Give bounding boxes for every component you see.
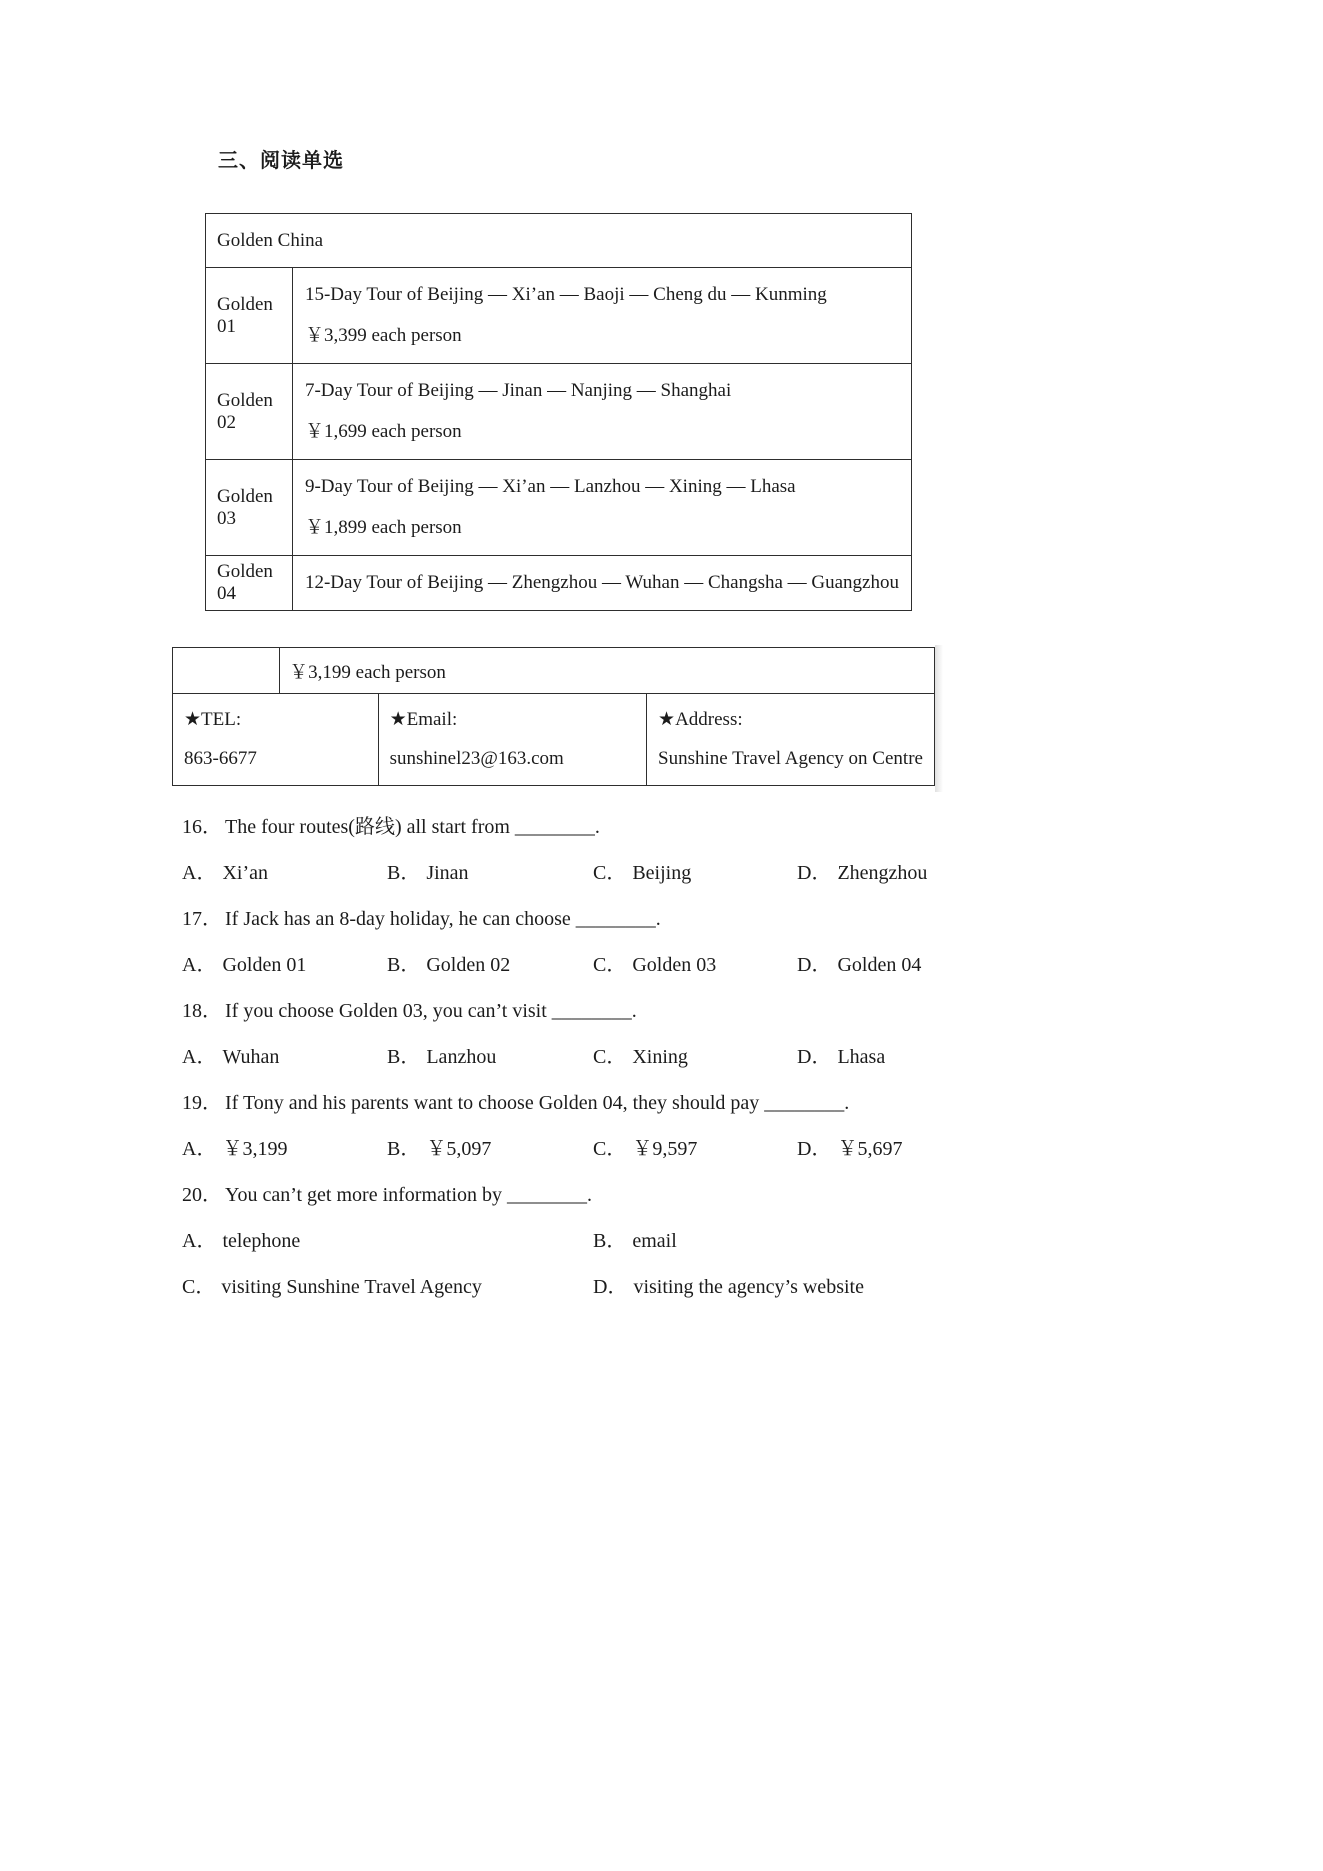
contact-label-text: Address: [675,709,743,730]
option-text: Lhasa [837,1046,886,1068]
option-text: Wuhan [222,1046,280,1068]
option-letter: C． [182,1276,216,1298]
contact-table [172,647,935,786]
page-edge-shadow [935,645,943,792]
option-d [797,1126,942,1172]
question-text: If Jack has an 8-day holiday, he can choose ________. [225,908,661,930]
tour-route: 7-Day Tour of Beijing — Jinan — Nanjing — Shanghai [304,380,732,401]
question-text: If Tony and his parents want to choose Golden 04, they should pay ________. [225,1092,850,1114]
option-letter: D． [797,862,832,884]
question-text: You can’t get more information by ________. [225,1184,593,1206]
question-text: The four routes(路线) all start from ________. [225,816,600,838]
option-text: visiting the agency’s website [633,1276,864,1298]
tour-route: 12-Day Tour of Beijing — Zhengzhou — Wuhan — Changsha — Guangzhou [304,572,899,593]
tour-detail [292,460,911,556]
option-b [387,942,593,988]
option-text: Lanzhou [426,1046,497,1068]
contact-label-text: Email: [406,709,458,730]
options-row [182,1126,942,1172]
option-b [387,1126,593,1172]
option-a [182,942,387,988]
option-text: Xining [632,1046,688,1068]
option-text: Zhengzhou [837,862,928,884]
option-text: telephone [222,1230,301,1252]
option-letter: D． [797,1046,832,1068]
tour-price: ￥3,399 each person [304,325,462,346]
tour-table [205,213,912,611]
section-title: 三、阅读单选 [218,150,344,172]
option-a [182,850,387,896]
table-row [206,556,912,611]
star-icon: ★ [389,709,407,730]
options-row [182,1034,942,1080]
questions-section [182,804,942,1310]
tour-detail [292,268,911,364]
question-number: 18． [182,1000,222,1022]
option-letter: B． [387,954,421,976]
option-text: ￥5,097 [426,1138,492,1160]
tour-label: Golden 04 [206,556,293,611]
contact-value: 863-6677 [184,748,257,769]
option-letter: B． [387,1138,421,1160]
options-row [182,850,942,896]
option-letter: B． [593,1230,627,1252]
option-c [593,850,797,896]
tour-price: ￥1,699 each person [304,421,462,442]
option-c [182,1264,593,1310]
option-letter: A． [182,1046,217,1068]
question-20 [182,1172,942,1218]
table-title-row [206,214,912,268]
option-d [797,942,942,988]
option-a [182,1126,387,1172]
question-number: 16． [182,816,222,838]
question-number: 17． [182,908,222,930]
question-18 [182,988,942,1034]
tour-price: ￥1,899 each person [304,517,462,538]
option-letter: C． [593,1138,627,1160]
option-letter: C． [593,954,627,976]
contact-value: Sunshine Travel Agency on Centre [658,748,923,769]
question-19 [182,1080,942,1126]
option-letter: D． [797,1138,832,1160]
option-letter: A． [182,1138,217,1160]
option-letter: B． [387,1046,421,1068]
option-letter: C． [593,862,627,884]
question-number: 20． [182,1184,222,1206]
tour-label: Golden 02 [206,364,293,460]
option-text: Golden 04 [837,954,922,976]
contact-label [184,707,367,733]
price-row [173,648,935,694]
option-c [593,1034,797,1080]
empty-cell [173,648,280,694]
option-text: Jinan [426,862,469,884]
table-title: Golden China [206,214,912,268]
option-d [797,1034,942,1080]
option-letter: C． [593,1046,627,1068]
option-text: Beijing [632,862,692,884]
option-text: visiting Sunshine Travel Agency [221,1276,482,1298]
question-text: If you choose Golden 03, you can’t visit ________. [225,1000,637,1022]
option-c [593,942,797,988]
option-text: ￥9,597 [632,1138,698,1160]
table-row [206,268,912,364]
options-row [182,1218,942,1264]
option-c [593,1126,797,1172]
option-text: Golden 02 [426,954,511,976]
option-text: Golden 01 [222,954,307,976]
contact-cell-tel [173,694,379,786]
question-16 [182,804,942,850]
option-a [182,1034,387,1080]
option-text: Xi’an [222,862,268,884]
option-text: ￥3,199 [222,1138,288,1160]
option-d [593,1264,942,1310]
tour-label: Golden 03 [206,460,293,556]
option-b [387,1034,593,1080]
contact-label [658,707,923,733]
option-letter: A． [182,1230,217,1252]
tour-label: Golden 01 [206,268,293,364]
table-row [206,460,912,556]
option-letter: D． [797,954,832,976]
tour-route: 9-Day Tour of Beijing — Xi’an — Lanzhou — Xining — Lhasa [304,476,796,497]
option-letter: A． [182,862,217,884]
contact-label-text: TEL: [201,709,242,730]
price-cell: ￥3,199 each person [280,648,935,694]
star-icon: ★ [184,709,202,730]
options-row [182,942,942,988]
contact-value: sunshinel23@163.com [389,748,564,769]
star-icon: ★ [658,709,676,730]
option-text: email [632,1230,677,1252]
table-row [206,364,912,460]
contact-label [390,707,635,733]
tour-detail [292,364,911,460]
option-d [797,850,942,896]
question-number: 19． [182,1092,222,1114]
contact-cell-email [378,694,646,786]
option-text: ￥5,697 [837,1138,903,1160]
option-letter: B． [387,862,421,884]
option-b [593,1218,942,1264]
contact-row [173,694,935,786]
option-letter: D． [593,1276,628,1298]
tour-detail [292,556,911,611]
contact-cell-address [647,694,935,786]
option-text: Golden 03 [632,954,717,976]
option-letter: A． [182,954,217,976]
option-a [182,1218,593,1264]
option-b [387,850,593,896]
question-17 [182,896,942,942]
tour-route: 15-Day Tour of Beijing — Xi’an — Baoji — Cheng du — Kunming [304,284,827,305]
options-row [182,1264,942,1310]
